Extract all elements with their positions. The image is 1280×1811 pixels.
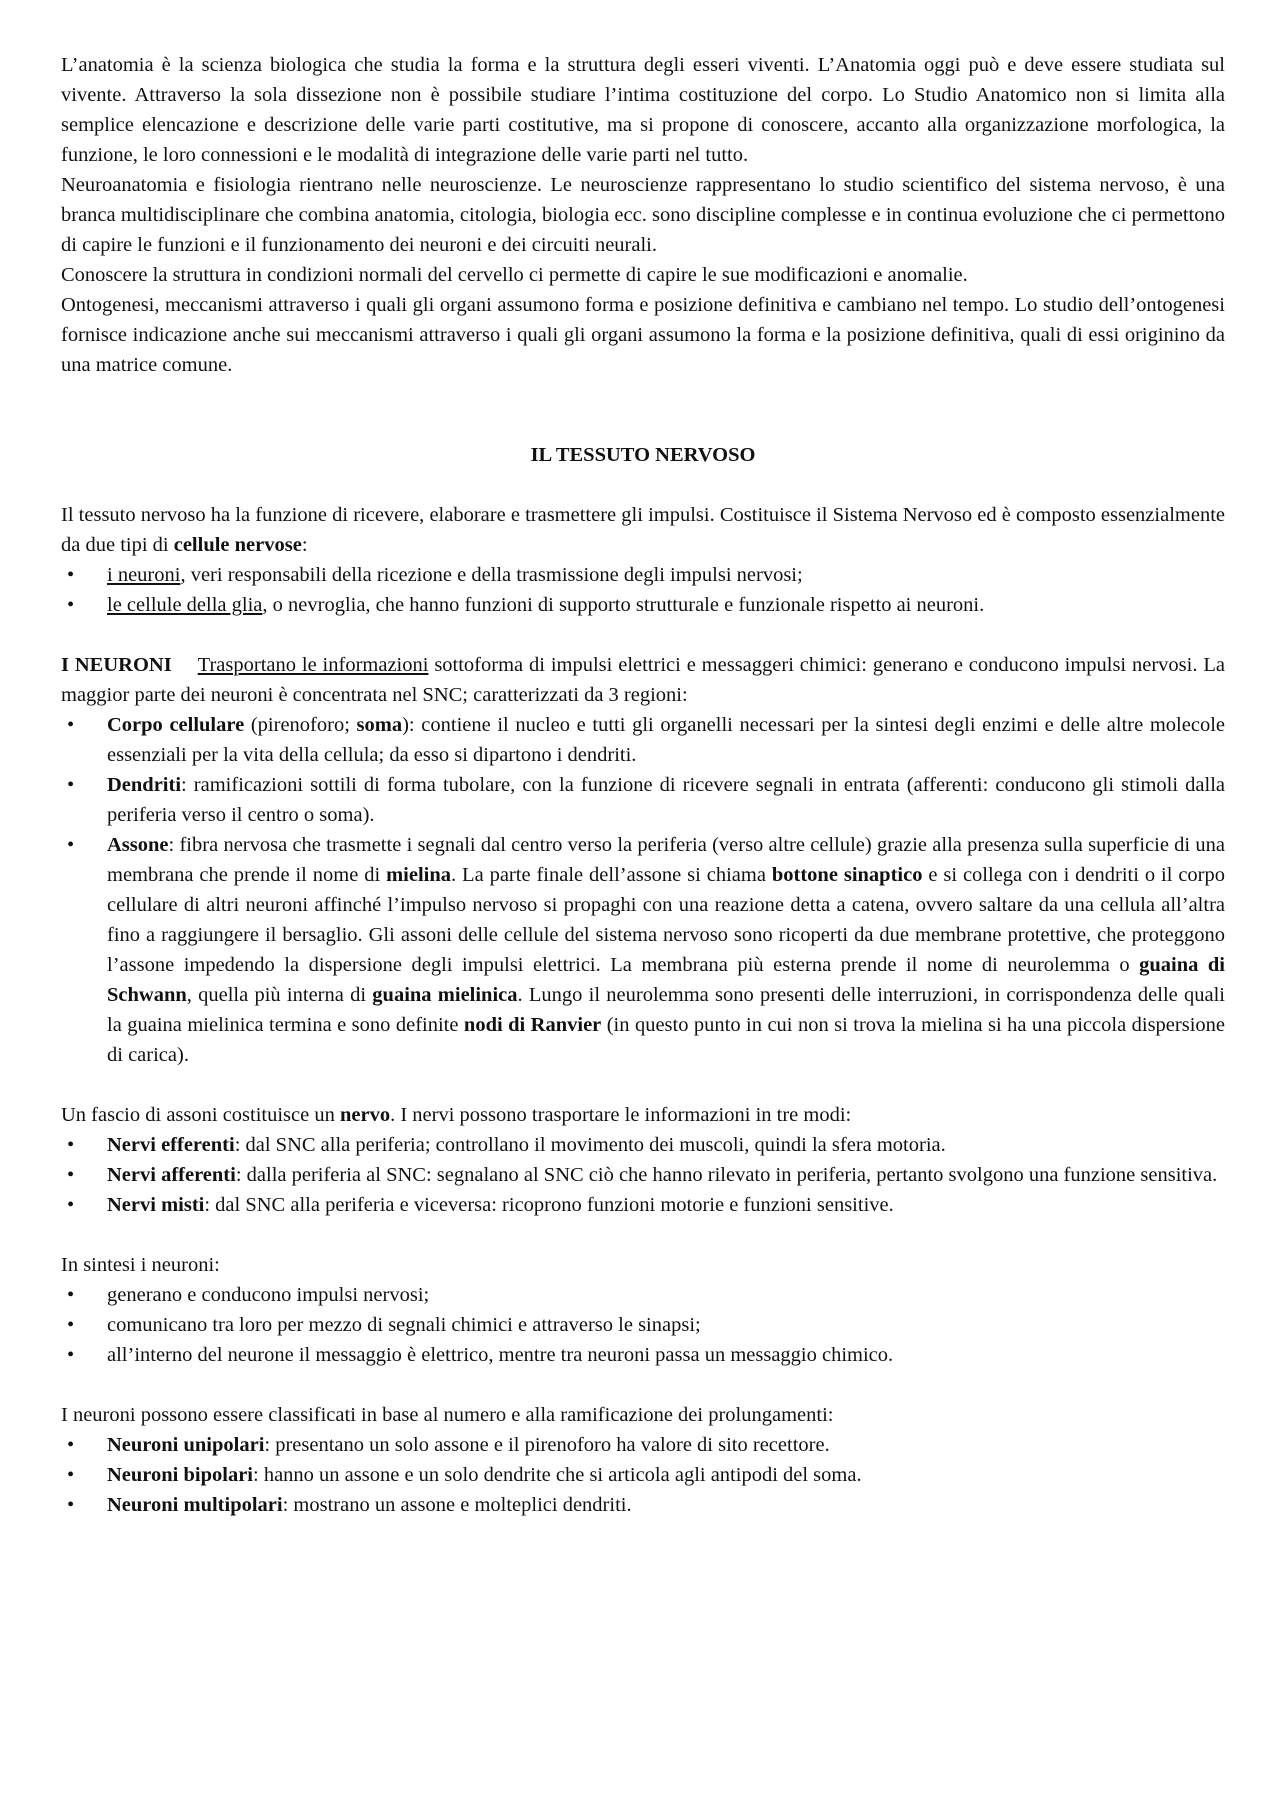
list-item: • le cellule della glia, o nevroglia, che hanno funzioni di supporto strutturale e funzionale rispetto ai neuroni. <box>61 590 1225 620</box>
spacer <box>61 620 1225 650</box>
intro-paragraph-2: Neuroanatomia e fisiologia rientrano nelle neuroscienze. Le neuroscienze rappresentano lo studio scientifico del sistema nervoso, è una branca multidisciplinare che combina anatomia, citologia, biologia ecc. sono discipline complesse e in continua evoluzione che ci permettono di capire le funzioni e il funzionamento dei neuroni e dei circuiti neurali. <box>61 174 1225 256</box>
list-item: • Neuroni multipolari: mostrano un assone e molteplici dendriti. <box>61 1490 1225 1520</box>
list-item: • all’interno del neurone il messaggio è elettrico, mentre tra neuroni passa un messaggio chimico. <box>61 1340 1225 1370</box>
neurons-heading: I NEURONI <box>61 654 172 676</box>
list-item: • Corpo cellulare (pirenoforo; soma): contiene il nucleo e tutti gli organelli necessari per la sintesi degli enzimi e delle altre molecole essenziali per la vita della cellula; da esso si dipartono i dendriti. <box>61 710 1225 770</box>
summary-intro: In sintesi i neuroni: <box>61 1254 220 1276</box>
list-item: • Neuroni unipolari: presentano un solo assone e il pirenoforo ha valore di sito recettore. <box>61 1430 1225 1460</box>
summary-list <box>61 1280 1225 1370</box>
classification-intro: I neuroni possono essere classificati in base al numero e alla ramificazione dei prolungamenti: <box>61 1404 834 1426</box>
spacer <box>61 380 1225 440</box>
spacer <box>61 1220 1225 1250</box>
bullet-icon: • <box>67 1464 75 1486</box>
spacer <box>61 1370 1225 1400</box>
bullet-icon: • <box>67 1134 75 1156</box>
bullet-icon: • <box>67 1164 75 1186</box>
cell-types-list <box>61 560 1225 620</box>
classification-list <box>61 1430 1225 1520</box>
intro-paragraph-4: Ontogenesi, meccanismi attraverso i quali gli organi assumono forma e posizione definitiva e cambiano nel tempo. Lo studio dell’ontogenesi fornisce indicazione anche sui meccanismi attraverso i quali gli organi assumono la forma e la posizione definitiva, quali di essi originino da una matrice comune. <box>61 294 1225 376</box>
nerves-paragraph: Un fascio di assoni costituisce un nervo. I nervi possono trasportare le informazioni in tre modi: <box>61 1104 852 1126</box>
list-item: • i neuroni, veri responsabili della ricezione e della trasmissione degli impulsi nervosi; <box>61 560 1225 590</box>
list-item: • Nervi misti: dal SNC alla periferia e viceversa: ricoprono funzioni motorie e funzioni sensitive. <box>61 1190 1225 1220</box>
bullet-icon: • <box>67 1344 75 1366</box>
bullet-icon: • <box>67 564 75 586</box>
list-item: • Neuroni bipolari: hanno un assone e un solo dendrite che si articola agli antipodi del soma. <box>61 1460 1225 1490</box>
bullet-icon: • <box>67 714 75 736</box>
bullet-icon: • <box>67 774 75 796</box>
list-item: • Nervi afferenti: dalla periferia al SNC: segnalano al SNC ciò che hanno rilevato in periferia, pertanto svolgono una funzione sensitiva. <box>61 1160 1225 1190</box>
list-item: • generano e conducono impulsi nervosi; <box>61 1280 1225 1310</box>
section-title: IL TESSUTO NERVOSO <box>530 444 756 466</box>
list-item: • Assone: fibra nervosa che trasmette i segnali dal centro verso la periferia (verso altre cellule) grazie alla presenza sulla superficie di una membrana che prende il nome di mielina. La parte finale dell’assone si chiama bottone sinaptico e si collega con i dendriti o il corpo cellulare di altri neuroni affinché l’impulso nervoso si propaghi con una reazione detta a catena, ovvero saltare da una cellula all’altra fino a raggiungere il bersaglio. Gli assoni delle cellule del sistema nervoso sono ricoperti da due membrane protettive, che proteggono l’assone impedendo la dispersione degli impulsi elettrici. La membrana più esterna prende il nome di neurolemma o guaina di Schwann, quella più interna di guaina mielinica. Lungo il neurolemma sono presenti delle interruzioni, in corrispondenza delle quali la guaina mielinica termina e sono definite nodi di Ranvier (in questo punto in cui non si trova la mielina si ha una piccola dispersione di carica). <box>61 830 1225 1070</box>
intro-paragraph-3: Conoscere la struttura in condizioni normali del cervello ci permette di capire le sue modificazioni e anomalie. <box>61 264 968 286</box>
neurons-paragraph: I NEURONI Trasportano le informazioni sottoforma di impulsi elettrici e messaggeri chimici: generano e conducono impulsi nervosi. La maggior parte dei neuroni è concentrata nel SNC; caratterizzati da 3 regioni: <box>61 654 1225 706</box>
bullet-icon: • <box>67 1284 75 1306</box>
list-item: • Nervi efferenti: dal SNC alla periferia; controllano il movimento dei muscoli, quindi la sfera motoria. <box>61 1130 1225 1160</box>
intro-paragraph-1: L’anatomia è la scienza biologica che studia la forma e la struttura degli esseri viventi. L’Anatomia oggi può e deve essere studiata sul vivente. Attraverso la sola dissezione non è possibile studiare l’intima costituzione del corpo. Lo Studio Anatomico non si limita alla semplice elencazione e descrizione delle varie parti costitutive, ma si propone di conoscere, accanto alla organizzazione morfologica, la funzione, le loro connessioni e le modalità di integrazione delle varie parti nel tutto. <box>61 54 1225 166</box>
bullet-icon: • <box>67 594 75 616</box>
document-page <box>61 50 1225 1520</box>
bullet-icon: • <box>67 834 75 856</box>
spacer <box>61 1070 1225 1100</box>
bullet-icon: • <box>67 1434 75 1456</box>
bullet-icon: • <box>67 1494 75 1516</box>
neuron-regions-list <box>61 710 1225 1070</box>
list-item: • Dendriti: ramificazioni sottili di forma tubolare, con la funzione di ricevere segnali in entrata (afferenti: conducono gli stimoli dalla periferia verso il centro o soma). <box>61 770 1225 830</box>
nerves-list <box>61 1130 1225 1220</box>
list-item: • comunicano tra loro per mezzo di segnali chimici e attraverso le sinapsi; <box>61 1310 1225 1340</box>
bullet-icon: • <box>67 1314 75 1336</box>
spacer <box>61 470 1225 500</box>
bullet-icon: • <box>67 1194 75 1216</box>
tissue-paragraph: Il tessuto nervoso ha la funzione di ricevere, elaborare e trasmettere gli impulsi. Costituisce il Sistema Nervoso ed è composto essenzialmente da due tipi di cellule nervose: <box>61 504 1225 556</box>
